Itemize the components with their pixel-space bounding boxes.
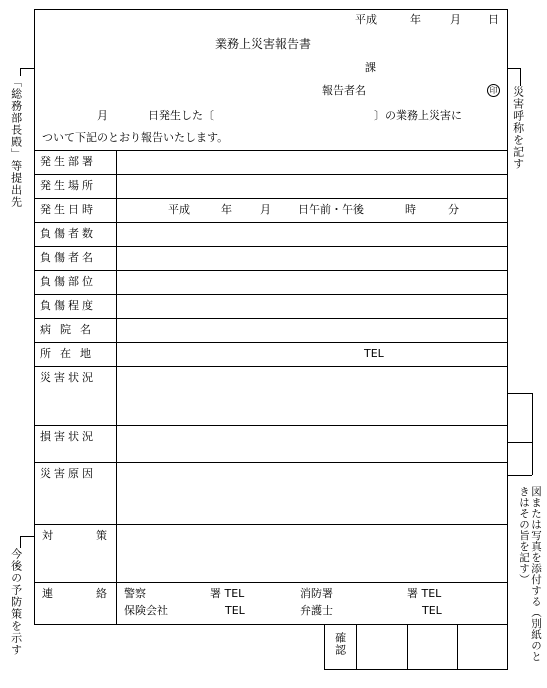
datetime-hour: 時: [405, 203, 416, 216]
label-measures-b: 策: [96, 529, 107, 542]
label-injury-part: 負傷部位: [40, 275, 96, 288]
header-dept: 課: [365, 61, 376, 74]
note-left-top: 「総務部長殿」等提出先: [9, 76, 23, 208]
address-tel: TEL: [364, 347, 384, 360]
label-damage: 損害状況: [40, 430, 96, 443]
label-cause: 災害原因: [40, 467, 96, 480]
label-datetime: 発生日時: [40, 203, 96, 216]
confirm-label: 確認: [333, 632, 347, 656]
intro-day: 日発生した〔: [148, 109, 214, 122]
header-era: 平成: [355, 13, 377, 26]
label-contact-b: 絡: [96, 587, 107, 600]
datetime-minute: 分: [448, 203, 459, 216]
note-right-top: 災害呼称を記す: [511, 86, 525, 170]
confirm-box: [324, 624, 508, 670]
label-injured-count: 負傷者数: [40, 227, 96, 240]
contact-lawyer-tel: TEL: [422, 604, 442, 617]
contact-insurance-tel: TEL: [225, 604, 245, 617]
contact-police: 警察: [124, 587, 146, 600]
label-measures-a: 対: [42, 529, 53, 542]
label-injured-name: 負傷者名: [40, 251, 96, 264]
datetime-year: 年: [221, 203, 232, 216]
label-dept: 発生部署: [40, 155, 96, 168]
label-place: 発生場所: [40, 179, 96, 192]
label-injury-degree: 負傷程度: [40, 299, 96, 312]
label-situation: 災害状況: [40, 371, 96, 384]
note-left-bottom: 今後の予防策を示す: [9, 548, 23, 656]
header-day: 日: [488, 13, 499, 26]
datetime-era: 平成: [168, 203, 190, 216]
label-contact-a: 連: [42, 587, 53, 600]
page-title: 業務上災害報告書: [215, 37, 312, 51]
contact-lawyer: 弁護士: [300, 604, 333, 617]
header-year: 年: [410, 13, 421, 26]
contact-police-tel: 署 TEL: [210, 587, 245, 600]
intro-line2: ついて下記のとおり報告いたします。: [42, 131, 229, 144]
contact-fire: 消防署: [300, 587, 333, 600]
seal-icon: 印: [487, 84, 500, 97]
intro-tail: 〕の業務上災害に: [374, 109, 462, 122]
label-address: 所在地: [40, 347, 100, 360]
note-right-bottom: 図または写真を添付する（別紙のときはその旨を記す）: [517, 486, 542, 662]
contact-fire-tel: 署 TEL: [407, 587, 442, 600]
intro-month: 月: [97, 109, 108, 122]
header-reporter: 報告者名: [322, 84, 366, 97]
datetime-ampm: 日午前・午後: [298, 203, 364, 216]
contact-insurance: 保険会社: [124, 604, 168, 617]
label-hospital: 病院名: [40, 323, 100, 336]
datetime-month: 月: [260, 203, 271, 216]
header-month: 月: [450, 13, 461, 26]
